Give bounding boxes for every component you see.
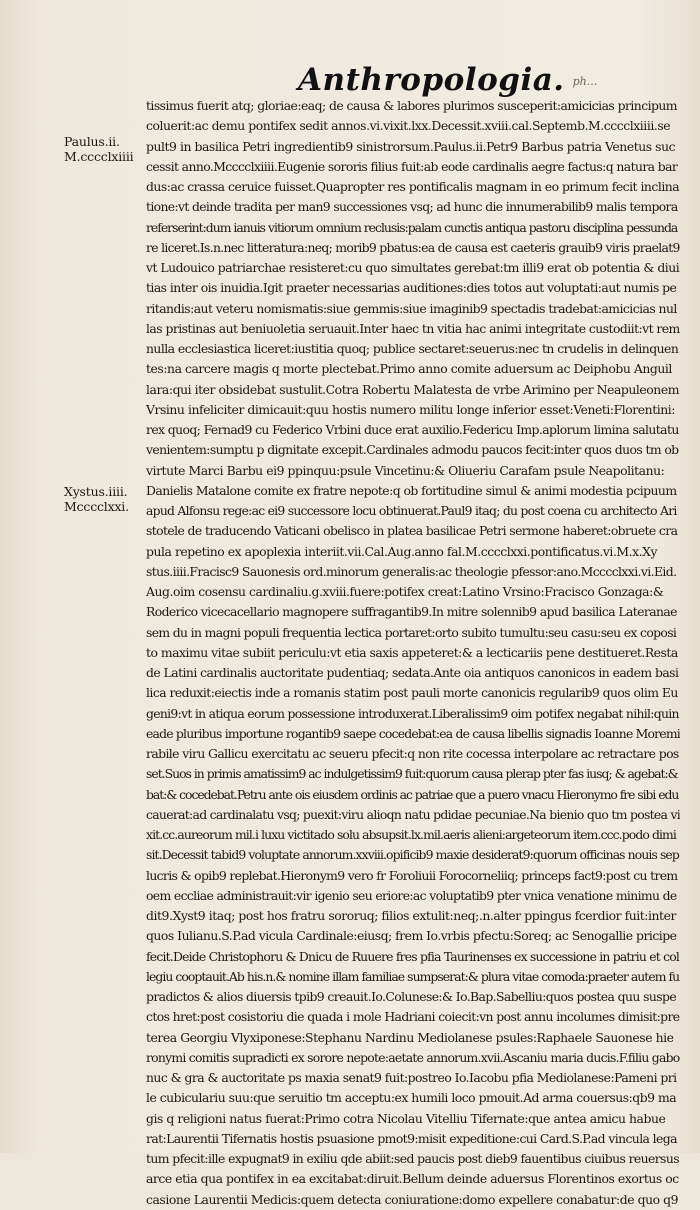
- text-line: geni9:vt in atiqua eorum possessione introduxerat.Liberalissim9 oim potifex negabat nihil:quin: [146, 705, 679, 721]
- text-line: arce etia qua pontifex in ea excitabat:diruit.Bellum deinde aduersus Florentinos exortus oc: [146, 1171, 679, 1187]
- text-line: xit.cc.aureorum mil.i luxu victitado solu absupsit.lx.mil.aeris alieni:argeteorum item.ccc.podo dimi: [146, 827, 676, 842]
- text-line: Vrsinu infeliciter dimicauit:quu hostis numero militu longe inferior esset:Veneti:Florentini:: [146, 401, 676, 417]
- text-line: lucris & opib9 replebat.Hieronym9 vero fr Foroliuii Forocorneliiq; princeps fact9:post cu trem: [146, 867, 678, 883]
- text-line: cessit anno.Mcccclxiiii.Eugenie sororis filius fuit:ab eode cardinalis aegre factus:q natura bar: [146, 158, 678, 174]
- text-line: rat:Laurentii Tifernatis hostis psuasione pmot9:misit expeditione:cui Card.S.P.ad vincula lega: [146, 1130, 677, 1146]
- text-line: Roderico vicecacellario magnopere suffragantib9.In mitre solennib9 apud basilica Lateranae: [146, 604, 677, 620]
- text-line: ritandis:aut veteru nomismatis:siue gemmis:siue imaginib9 spectadis tradebat:amicicias nul: [146, 300, 677, 316]
- margin-note-line: Mcccclxxi.: [64, 499, 129, 514]
- text-line: casione Laurentii Medicis:quem detecta coniuratione:domo expellere conabatur:de quo q9: [146, 1191, 679, 1207]
- text-line: pradictos & alios diuersis tpib9 creauit.Io.Colunese:& Io.Bap.Sabelliu:quos postea quu suspe: [146, 989, 677, 1004]
- text-line: sem du in magni populi frequentia lectica portaret:orto subito tumultu:seu casu:seu ex coposi: [146, 624, 677, 640]
- margin-note-xystus: [64, 484, 144, 514]
- text-line: Danielis Matalone comite ex fratre nepote:q ob fortitudine simul & animi modestia pcipuum: [146, 482, 677, 498]
- text-line: rex quoq; Fernad9 cu Federico Vrbini duce erat auxilio.Federicu Imp.aplorum limina salutatu: [146, 422, 679, 437]
- text-line: ctos hret:post cosistoriu die quada i mole Hadriani coiecit:vn post annu incolumes dimisit:pre: [146, 1009, 680, 1025]
- text-line: fecit.Deide Christophoru & Dnicu de Ruuere fres pfia Taurinenses ex successione in patriu et col: [146, 948, 680, 964]
- text-line: las pristinas aut beniuoletia seruauit.Inter haec tn vitia hac animi integritate custodiit:vt rem: [146, 320, 680, 336]
- text-line: pula repetino ex apoplexia interiit.vii.Cal.Aug.anno fal.M.cccclxxi.pontificatus.vi.M.x.Xy: [146, 543, 658, 559]
- text-line: re liceret.Is.n.nec litteratura:neq; morib9 pbatus:ea de causa est caeteris grauib9 viris praelat9: [146, 239, 680, 255]
- text-line: stus.iiii.Fracisc9 Sauonesis ord.minorum generalis:ac theologie pfessor:ano.Mcccclxxi.vi.Eid.: [146, 563, 677, 579]
- text-line: to maximu vitae subiit periculu:vt etia saxis appeteret:& a lecticariis pene destitueret.Resta: [146, 644, 678, 660]
- text-line: coluerit:ac demu pontifex sedit annos.vi.vixit.lxx.Decessit.xviii.cal.Septemb.M.cccclxiiii.se: [146, 118, 671, 134]
- main-text-column: [146, 96, 680, 1210]
- margin-note-line: Paulus.ii.: [64, 134, 120, 149]
- text-line: tias inter ois inuidia.Igit praeter necessarias auditiones:dies totos aut voluptati:aut numis pe: [146, 280, 677, 296]
- text-line: referserint:dum ianuis vitiorum omnium reclusis:palam cunctis antiqua pastoru disciplina pessunda: [146, 219, 678, 235]
- text-line: vt Ludouico patriarchae resisteret:cu quo simultates gerebat:tm illi9 erat ob potentia & diui: [146, 260, 680, 275]
- text-line: le cubiculariu suu:que seruitio tm acceptu:ex humili loco pmouit.Ad arma couersus:qb9 ma: [146, 1090, 677, 1106]
- text-line: nulla ecclesiastica liceret:iustitia quoq; publice sectaret:seuerus:nec tn crudelis in delinquen: [146, 341, 679, 356]
- text-line: quos Iulianu.S.P.ad vicula Cardinale:eiusq; frem Io.vrbis pfectu:Soreq; ac Senogallie pricipe: [146, 928, 677, 944]
- text-line: stotele de traducendo Vaticani obelisco in platea basilicae Petri sermone haberet:obruete cra: [146, 523, 678, 539]
- text-line: eade pluribus importune rogantib9 saepe cocedebat:ea de causa libellis signadis Ioanne Moremi: [146, 725, 680, 741]
- text-line: apud Alfonsu rege:ac ei9 successore locu obtinuerat.Paul9 itaq; du post coena cu architecto Ari: [146, 503, 677, 518]
- text-line: tes:na carcere magis q morte plectebat.Primo anno comite aduersum ac Deiphobu Anguil: [146, 361, 672, 377]
- text-line: virtute Marci Barbu ei9 ppinquu:psule Vincetinu:& Oliueriu Carafam psule Neapolitanu:: [146, 462, 665, 478]
- text-line: cauerat:ad cardinalatu vsq; puexit:viru alioqn natu pdidae pecuniae.Na bienio quo tm postea vi: [146, 806, 680, 822]
- text-line: ronymi comitis supradicti ex sorore nepote:aetate annorum.xvii.Ascaniu maria ducis.F.filiu gabo: [146, 1049, 680, 1065]
- text-line: bat:& cocedebat.Petru ante ois eiusdem ordinis ac patriae que a puero vnacu Hieronymo fre sibi edu: [146, 786, 679, 802]
- text-line: Aug.oim cosensu cardinaliu.g.xviii.fuere:potifex creat:Latino Vrsino:Fracisco Gonzaga:&: [146, 584, 664, 599]
- text-line: dit9.Xyst9 itaq; post hos fratru sororuq; filios extulit:neq;.n.alter ppingus fcerdior fuit:inter: [146, 908, 676, 923]
- text-line: tum pfecit:ille expugnat9 in exiliu qde abiit:sed paucis post dieb9 fauentibus ciuibus reuersus: [146, 1151, 679, 1166]
- text-line: oem eccliae administrauit:vir igenio seu eriore:ac voluptatib9 pter vnica venatione minimu de: [146, 887, 677, 903]
- text-line: rabile viru Gallicu exercitatu ac seueru pfecit:q non rite cocessa interpolare ac retractare pos: [146, 746, 679, 761]
- handwritten-annotation: ph...: [572, 75, 598, 88]
- text-line: gis q religioni natus fuerat:Primo cotra Nicolau Vitelliu Tifernate:que antea amicu habue: [146, 1110, 666, 1126]
- page-header: [298, 50, 598, 98]
- margin-note-line: M.cccclxiiii: [64, 149, 134, 164]
- text-line: venientem:sumptu p dignitate excepit.Cardinales admodu paucos fecit:inter quos duos tm ob: [146, 442, 679, 458]
- text-line: nuc & gra & auctoritate ps maxia senat9 fuit:postreo Io.Iacobu pfia Mediolanese:Pameni pri: [146, 1070, 677, 1085]
- margin-note-line: Xystus.iiii.: [64, 484, 128, 499]
- running-title: Anthropologia.: [298, 62, 565, 98]
- text-line: tione:vt deinde tradita per man9 successiones vsq; ad hunc die innumerabilib9 malis tempora: [146, 199, 678, 215]
- text-line: lica reduxit:eiectis inde a romanis statim post pauli morte canonicis regularib9 quos olim Eu: [146, 685, 678, 701]
- text-line: de Latini cardinalis auctoritate pudentiaq; sedata.Ante oia antiquos canonicos in eadem basi: [146, 665, 679, 680]
- text-line: sit.Decessit tabid9 voluptate annorum.xxviii.opificib9 maxie desiderat9:quorum officinas nouis sep: [146, 847, 679, 863]
- text-line: terea Georgiu Vlyxiponese:Stephanu Nardinu Mediolanese psules:Raphaele Sauonese hie: [146, 1029, 674, 1045]
- text-line: pult9 in basilica Petri ingredientib9 sinistrorsum.Paulus.ii.Petr9 Barbus patria Venetus suc: [146, 138, 676, 154]
- margin-note-paulus: [64, 134, 144, 164]
- text-line: dus:ac crassa ceruice fuisset.Quapropter res pontificalis magnam in eo primum fecit inclina: [146, 179, 680, 194]
- text-line: tissimus fuerit atq; gloriae:eaq; de causa & labores plurimos susceperit:amicicias principum: [146, 98, 678, 113]
- text-line: legiu cooptauit.Ab his.n.& nomine illam familiae sumpserat:& plura vitae comoda:praeter autem fu: [146, 968, 680, 984]
- text-line: set.Suos in primis amatissim9 ac indulgetissim9 fuit:quorum causa plerap pter fas iusq; & agebat:&: [146, 766, 678, 782]
- text-line: lara:qui iter obsidebat sustulit.Cotra Robertu Malatesta de vrbe Arimino per Neapuleonem: [146, 381, 680, 397]
